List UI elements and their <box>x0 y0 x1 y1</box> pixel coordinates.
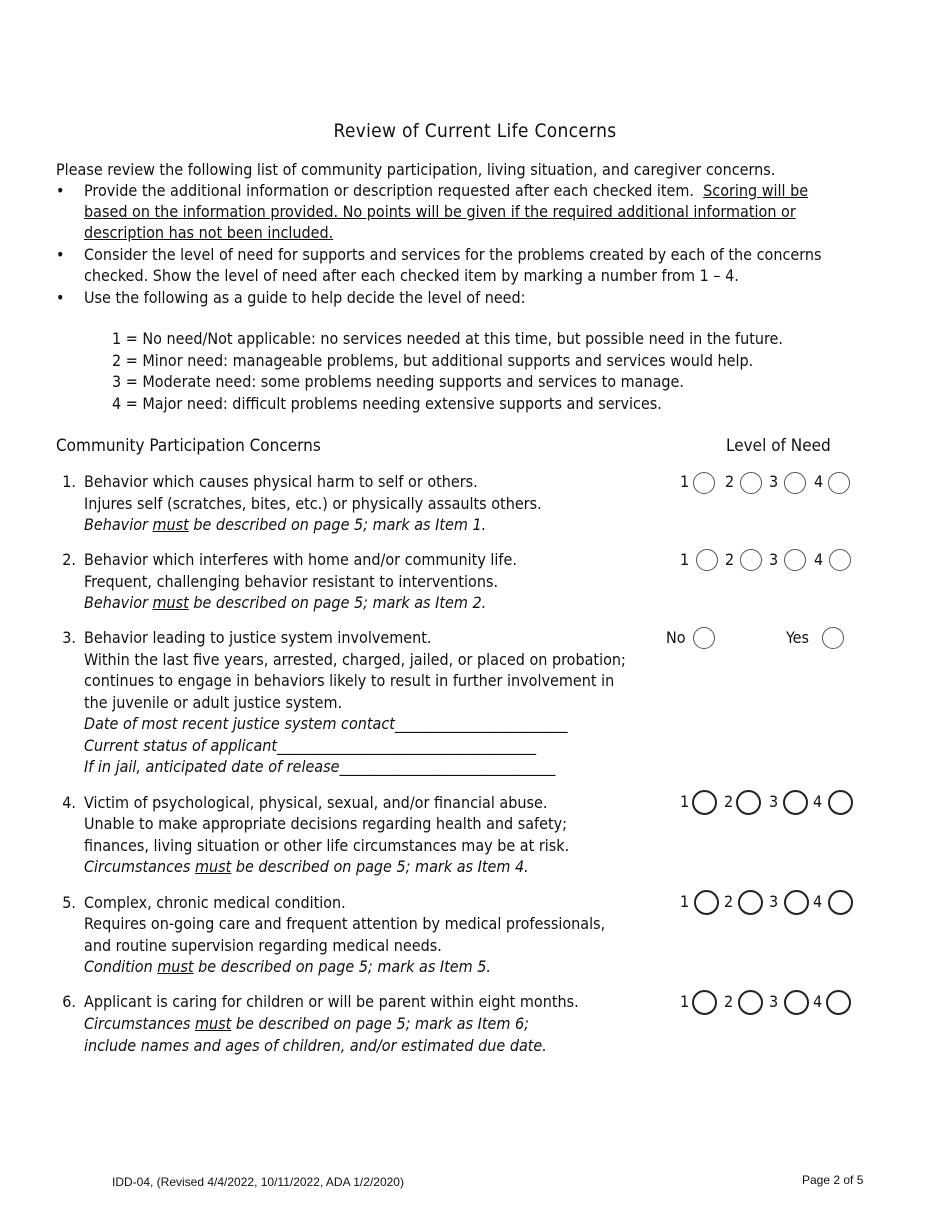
item-number: 6. <box>62 992 76 1011</box>
note-text: be described on page 5; mark as Item 5. <box>193 957 491 976</box>
note-text: be described on page 5; mark as Item 2. <box>188 593 487 612</box>
applicant-status-field[interactable]: Current status of applicant____________________________________ <box>84 736 537 755</box>
item-number: 1. <box>62 472 76 491</box>
section-heading: Community Participation Concerns <box>56 436 321 456</box>
item-3-title: Behavior leading to justice system involvement. <box>84 628 432 647</box>
item-6-level-1-radio[interactable] <box>692 990 717 1015</box>
level-3-label: 3 <box>769 550 779 569</box>
item-5-level-2-radio[interactable] <box>738 890 763 915</box>
item-4-level-1-radio[interactable] <box>692 790 717 815</box>
level-4-label: 4 <box>814 472 824 491</box>
must-text: must <box>152 515 189 534</box>
item-5-level-1-radio[interactable] <box>694 890 719 915</box>
item-4-level-3-radio[interactable] <box>783 790 808 815</box>
note-text: be described on page 5; mark as Item 6; <box>231 1014 529 1033</box>
item-1-level-2-radio[interactable] <box>740 472 762 494</box>
level-1-label: 1 <box>680 792 690 811</box>
bullet-1-line-2: based on the information provided. No points will be given if the required additional information or <box>84 202 796 221</box>
level-1-label: 1 <box>680 992 690 1011</box>
must-text: must <box>194 1014 232 1033</box>
bullet-1-scoring-text: Scoring will be <box>703 181 809 200</box>
item-number: 4. <box>62 793 76 812</box>
item-3-description: the juvenile or adult justice system. <box>84 693 343 712</box>
item-1-note <box>84 514 486 536</box>
bullet-3-line-1: Use the following as a guide to help decide the level of need: <box>84 288 526 307</box>
level-guide-3: 3 = Moderate need: some problems needing supports and services to manage. <box>112 372 684 391</box>
level-2-label: 2 <box>725 550 735 569</box>
footer-page-number: Page 2 of 5 <box>802 1173 864 1187</box>
level-2-label: 2 <box>724 892 734 911</box>
level-4-label: 4 <box>813 792 823 811</box>
item-2-level-2-radio[interactable] <box>740 549 762 571</box>
item-4-description: finances, living situation or other life circumstances may be at risk. <box>84 836 570 855</box>
item-2-level-3-radio[interactable] <box>784 549 806 571</box>
item-2-title: Behavior which interferes with home and/or community life. <box>84 550 517 569</box>
must-text: must <box>152 593 189 612</box>
level-1-label: 1 <box>680 892 690 911</box>
item-6-level-4-radio[interactable] <box>826 990 851 1015</box>
item-3-no-radio[interactable] <box>693 627 715 649</box>
level-4-label: 4 <box>813 992 823 1011</box>
level-3-label: 3 <box>769 792 779 811</box>
item-1-description: Injures self (scratches, bites, etc.) or physically assaults others. <box>84 494 542 513</box>
item-4-level-2-radio[interactable] <box>736 790 761 815</box>
item-6-note <box>84 1013 529 1035</box>
item-2-level-1-radio[interactable] <box>696 549 718 571</box>
item-6-note-line-2: include names and ages of children, and/or estimated due date. <box>84 1036 547 1055</box>
note-text: Behavior <box>84 515 153 534</box>
bullet-1 <box>84 180 808 202</box>
yes-label: Yes <box>786 628 810 647</box>
level-guide-1: 1 = No need/Not applicable: no services needed at this time, but possible need in the future. <box>112 329 783 348</box>
item-1-level-3-radio[interactable] <box>784 472 806 494</box>
item-5-description: Requires on-going care and frequent attention by medical professionals, <box>84 914 606 933</box>
level-2-label: 2 <box>724 792 734 811</box>
level-2-label: 2 <box>725 472 735 491</box>
release-date-field[interactable]: If in jail, anticipated date of release______________________________ <box>84 757 556 776</box>
item-6-level-2-radio[interactable] <box>738 990 763 1015</box>
level-of-need-heading: Level of Need <box>726 436 831 456</box>
item-2-description: Frequent, challenging behavior resistant to interventions. <box>84 572 499 591</box>
bullet-1-line-3: description has not been included. <box>84 223 334 242</box>
item-number: 5. <box>62 893 76 912</box>
item-1-level-4-radio[interactable] <box>828 472 850 494</box>
no-label: No <box>666 628 686 647</box>
item-5-level-4-radio[interactable] <box>828 890 853 915</box>
item-1-level-1-radio[interactable] <box>693 472 715 494</box>
item-3-description: continues to engage in behaviors likely to result in further involvement in <box>84 671 615 690</box>
bullet-1-text: Provide the additional information or description requested after each checked item. <box>84 181 694 200</box>
must-text: must <box>194 857 232 876</box>
item-number: 2. <box>62 550 76 569</box>
bullet-glyph: • <box>56 181 65 200</box>
level-2-label: 2 <box>724 992 734 1011</box>
level-4-label: 4 <box>814 550 824 569</box>
item-6-level-3-radio[interactable] <box>784 990 809 1015</box>
item-3-yes-radio[interactable] <box>822 627 844 649</box>
item-4-note <box>84 856 529 878</box>
level-guide-2: 2 = Minor need: manageable problems, but additional supports and services would help. <box>112 351 754 370</box>
item-number: 3. <box>62 628 76 647</box>
level-1-label: 1 <box>680 550 690 569</box>
item-6-title: Applicant is caring for children or will be parent within eight months. <box>84 992 579 1011</box>
level-1-label: 1 <box>680 472 690 491</box>
bullet-2-line-2: checked. Show the level of need after each checked item by marking a number from 1 – 4. <box>84 266 739 285</box>
item-4-title: Victim of psychological, physical, sexual, and/or financial abuse. <box>84 793 548 812</box>
note-text: Behavior <box>84 593 153 612</box>
item-2-note <box>84 592 486 614</box>
bullet-glyph: • <box>56 245 65 264</box>
level-3-label: 3 <box>769 992 779 1011</box>
item-5-note <box>84 956 491 978</box>
footer-form-id: IDD-04, (Revised 4/4/2022, 10/11/2022, ADA 1/2/2020) <box>112 1175 404 1189</box>
bullet-glyph: • <box>56 288 65 307</box>
item-4-description: Unable to make appropriate decisions regarding health and safety; <box>84 814 567 833</box>
note-text: be described on page 5; mark as Item 4. <box>231 857 529 876</box>
must-text: must <box>157 957 194 976</box>
item-5-level-3-radio[interactable] <box>784 890 809 915</box>
item-4-level-4-radio[interactable] <box>828 790 853 815</box>
item-5-title: Complex, chronic medical condition. <box>84 893 346 912</box>
note-text: Circumstances <box>84 857 195 876</box>
item-1-title: Behavior which causes physical harm to self or others. <box>84 472 478 491</box>
page-title: Review of Current Life Concerns <box>333 120 617 142</box>
level-3-label: 3 <box>769 892 779 911</box>
note-text: Circumstances <box>84 1014 195 1033</box>
note-text: be described on page 5; mark as Item 1. <box>188 515 487 534</box>
item-3-description: Within the last five years, arrested, charged, jailed, or placed on probation; <box>84 650 626 669</box>
item-2-level-4-radio[interactable] <box>829 549 851 571</box>
intro-text: Please review the following list of community participation, living situation, and caregiver concerns. <box>56 160 776 179</box>
bullet-2-line-1: Consider the level of need for supports and services for the problems created by each of the concerns <box>84 245 822 264</box>
justice-contact-date-field[interactable]: Date of most recent justice system contact________________________ <box>84 714 568 733</box>
note-text: Condition <box>84 957 158 976</box>
item-5-description: and routine supervision regarding medical needs. <box>84 936 442 955</box>
level-guide-4: 4 = Major need: difficult problems needing extensive supports and services. <box>112 394 662 413</box>
level-3-label: 3 <box>769 472 779 491</box>
level-4-label: 4 <box>813 892 823 911</box>
